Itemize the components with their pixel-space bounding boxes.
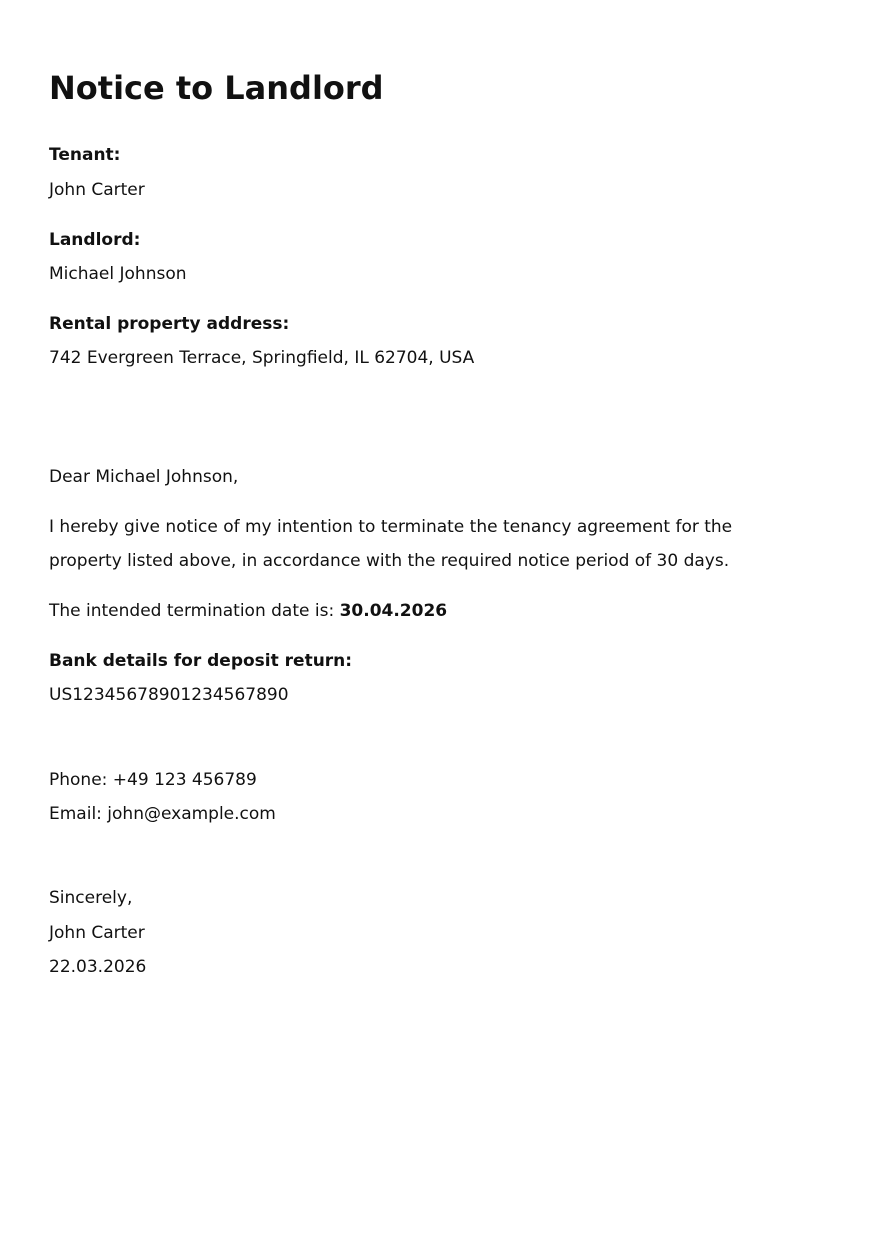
salutation: Dear Michael Johnson, — [49, 467, 239, 487]
page-title: Notice to Landlord — [49, 69, 384, 107]
bank-value: US12345678901234567890 — [49, 685, 289, 705]
bank-label: Bank details for deposit return: — [49, 651, 353, 671]
body-line-1: I hereby give notice of my intention to terminate the tenancy agreement for the — [49, 517, 733, 537]
property-label: Rental property address: — [49, 314, 290, 334]
termination-date: 30.04.2026 — [339, 601, 448, 621]
signature-name: John Carter — [49, 923, 145, 943]
property-value: 742 Evergreen Terrace, Springfield, IL 62704, USA — [49, 348, 475, 368]
termination-statement — [49, 599, 447, 623]
sign-off: Sincerely, — [49, 888, 133, 908]
tenant-label: Tenant: — [49, 145, 121, 165]
termination-prefix: The intended termination date is: — [49, 601, 340, 621]
contact-email: Email: john@example.com — [49, 804, 276, 824]
tenant-value: John Carter — [49, 180, 145, 200]
signature-date: 22.03.2026 — [49, 957, 147, 977]
landlord-label: Landlord: — [49, 230, 141, 250]
contact-phone: Phone: +49 123 456789 — [49, 770, 257, 790]
landlord-value: Michael Johnson — [49, 264, 187, 284]
body-line-2: property listed above, in accordance with the required notice period of 30 days. — [49, 551, 730, 571]
